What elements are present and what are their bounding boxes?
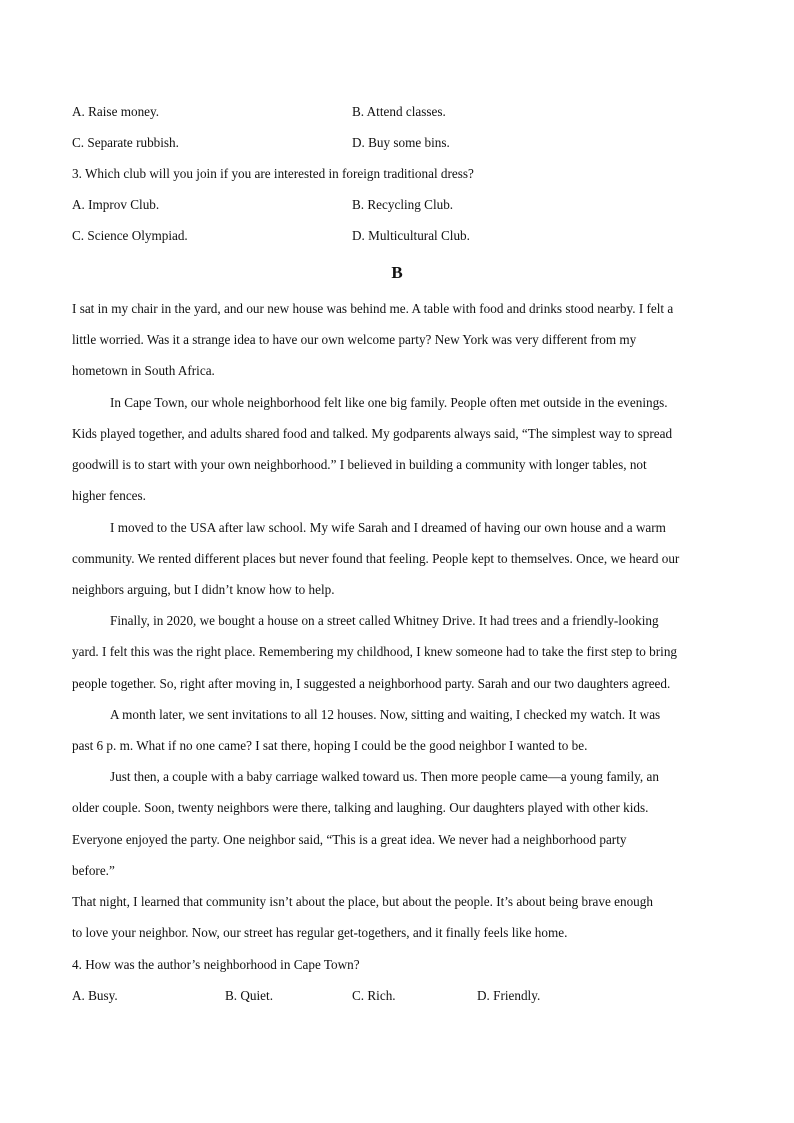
passage-line: community. We rented different places but never found that feeling. People kept to themselves. Once, we heard our	[72, 551, 680, 566]
q2-option-a: A. Raise money.	[72, 104, 160, 119]
q2-option-b: B. Attend classes.	[352, 104, 446, 119]
section-heading: B	[391, 263, 403, 282]
q2-option-d: D. Buy some bins.	[352, 135, 450, 150]
q4-option-d: D. Friendly.	[477, 988, 541, 1003]
passage-line: I moved to the USA after law school. My wife Sarah and I dreamed of having our own house and a warm	[110, 520, 666, 535]
passage-line: to love your neighbor. Now, our street has regular get-togethers, and it finally feels like home.	[72, 925, 568, 940]
q4-option-c: C. Rich.	[352, 988, 396, 1003]
passage-line: In Cape Town, our whole neighborhood felt like one big family. People often met outside in the evenings.	[110, 395, 668, 410]
passage-line: Kids played together, and adults shared food and talked. My godparents always said, “The simplest way to spread	[72, 426, 673, 441]
passage-line: before.”	[72, 863, 115, 878]
q3-option-c: C. Science Olympiad.	[72, 228, 188, 243]
q3-option-d: D. Multicultural Club.	[352, 228, 470, 243]
q4-option-b: B. Quiet.	[225, 988, 273, 1003]
q4-option-a: A. Busy.	[72, 988, 118, 1003]
passage-line: That night, I learned that community isn’t about the place, but about the people. It’s about being brave enough	[72, 894, 653, 909]
q3-option-b: B. Recycling Club.	[352, 197, 454, 212]
passage-line: past 6 p. m. What if no one came? I sat there, hoping I could be the good neighbor I wanted to be.	[72, 738, 588, 753]
passage-line: people together. So, right after moving in, I suggested a neighborhood party. Sarah and our two daughters agreed.	[72, 676, 671, 691]
q3-question: 3. Which club will you join if you are interested in foreign traditional dress?	[72, 166, 474, 181]
passage-line: higher fences.	[72, 488, 146, 503]
passage-line: Finally, in 2020, we bought a house on a street called Whitney Drive. It had trees and a friendly-looking	[110, 613, 659, 628]
passage-line: hometown in South Africa.	[72, 363, 215, 378]
passage-line: little worried. Was it a strange idea to have our own welcome party? New York was very different from my	[72, 332, 637, 347]
passage-line: older couple. Soon, twenty neighbors were there, talking and laughing. Our daughters played with other kids.	[72, 800, 649, 815]
passage-line: goodwill is to start with your own neighborhood.” I believed in building a community with longer tables, not	[72, 457, 647, 472]
passage-line: I sat in my chair in the yard, and our new house was behind me. A table with food and drinks stood nearby. I felt a	[72, 301, 674, 316]
passage-line: neighbors arguing, but I didn’t know how to help.	[72, 582, 335, 597]
passage-line: Everyone enjoyed the party. One neighbor said, “This is a great idea. We never had a neighborhood party	[72, 832, 627, 847]
q2-option-c: C. Separate rubbish.	[72, 135, 179, 150]
passage-line: yard. I felt this was the right place. Remembering my childhood, I knew someone had to take the first step to bring	[72, 644, 678, 659]
passage-line: A month later, we sent invitations to all 12 houses. Now, sitting and waiting, I checked my watch. It was	[110, 707, 661, 722]
passage-line: Just then, a couple with a baby carriage walked toward us. Then more people came—a young family, an	[110, 769, 659, 784]
q4-question: 4. How was the author’s neighborhood in Cape Town?	[72, 957, 360, 972]
q3-option-a: A. Improv Club.	[72, 197, 160, 212]
